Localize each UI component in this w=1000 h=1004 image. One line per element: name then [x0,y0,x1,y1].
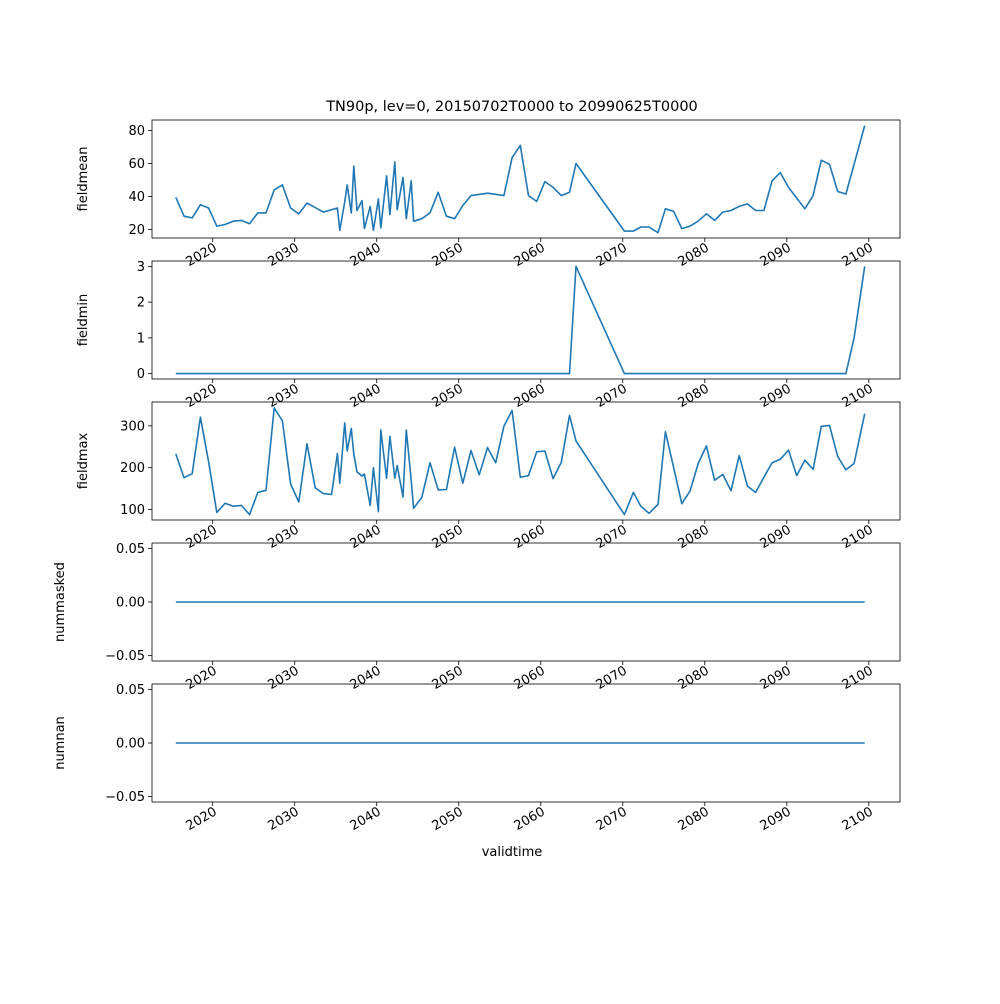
x-tick-label: 2070 [593,663,630,694]
x-tick-label: 2020 [183,522,220,553]
x-tick-label: 2090 [757,522,794,553]
x-tick-label: 2070 [593,240,630,271]
x-tick-label: 2100 [839,381,876,412]
y-axis-label-nummasked: nummasked [53,562,68,642]
x-tick-label: 2070 [593,381,630,412]
x-tick-label: 2020 [183,663,220,694]
x-tick-label: 2090 [757,663,794,694]
y-tick-label-nummasked: 0.05 [116,541,145,557]
x-tick-label: 2080 [675,381,712,412]
series-line-fieldmean [176,126,865,233]
x-tick-label: 2050 [429,240,466,271]
y-axis-label-fieldmean: fieldmean [76,146,91,212]
y-tick-label-fieldmin: 1 [136,331,145,347]
y-axis-label-fieldmax: fieldmax [76,432,91,490]
x-tick-label: 2020 [183,381,220,412]
x-tick-label: 2060 [511,522,548,553]
x-tick-label: 2100 [839,804,876,835]
x-tick-label: 2030 [265,522,302,553]
x-tick-label: 2030 [265,663,302,694]
y-tick-label-fieldmean: 40 [128,189,145,205]
x-tick-label: 2060 [511,240,548,271]
y-tick-label-fieldmax: 200 [120,461,145,477]
x-tick-label: 2030 [265,804,302,835]
x-tick-label: 2050 [429,381,466,412]
y-tick-label-fieldmin: 3 [136,259,145,275]
series-line-fieldmin [176,266,865,373]
x-tick-label: 2040 [347,240,384,271]
y-tick-label-fieldmin: 0 [136,367,145,383]
x-tick-label: 2090 [757,240,794,271]
x-tick-label: 2080 [675,240,712,271]
x-tick-label: 2060 [511,381,548,412]
x-tick-label: 2050 [429,663,466,694]
x-tick-label: 2100 [839,663,876,694]
panel-frame-fieldmax [152,402,900,520]
x-tick-label: 2080 [675,522,712,553]
x-tick-label: 2090 [757,804,794,835]
x-tick-label: 2090 [757,381,794,412]
chart-title: TN90p, lev=0, 20150702T0000 to 20990625T0000 [326,99,698,115]
y-axis-label-fieldmin: fieldmin [76,293,91,347]
x-tick-label: 2050 [429,804,466,835]
y-tick-label-numnan: −0.05 [105,790,145,806]
x-tick-label: 2040 [347,522,384,553]
x-tick-label: 2030 [265,381,302,412]
x-tick-label: 2060 [511,663,548,694]
x-tick-label: 2080 [675,663,712,694]
y-tick-label-nummasked: 0.00 [116,595,145,611]
y-tick-label-fieldmax: 300 [120,419,145,435]
x-tick-label: 2040 [347,804,384,835]
x-tick-label: 2080 [675,804,712,835]
x-tick-label: 2040 [347,381,384,412]
x-axis-label: validtime [481,845,543,860]
y-tick-label-fieldmax: 100 [120,503,145,519]
panel-frame-fieldmin [152,261,900,379]
x-tick-label: 2070 [593,522,630,553]
series-line-fieldmax [176,408,865,515]
x-tick-label: 2100 [839,522,876,553]
x-tick-label: 2070 [593,804,630,835]
x-tick-label: 2040 [347,663,384,694]
y-tick-label-numnan: 0.05 [116,682,145,698]
x-tick-label: 2050 [429,522,466,553]
y-tick-label-fieldmean: 20 [128,222,145,238]
y-tick-label-fieldmean: 60 [128,157,145,173]
y-tick-label-fieldmean: 80 [128,124,145,140]
y-tick-label-nummasked: −0.05 [105,649,145,665]
x-tick-label: 2020 [183,804,220,835]
y-axis-label-numnan: numnan [53,716,68,770]
x-tick-label: 2020 [183,240,220,271]
x-tick-label: 2100 [839,240,876,271]
x-tick-label: 2060 [511,804,548,835]
x-tick-label: 2030 [265,240,302,271]
y-tick-label-numnan: 0.00 [116,736,145,752]
y-tick-label-fieldmin: 2 [136,295,145,311]
